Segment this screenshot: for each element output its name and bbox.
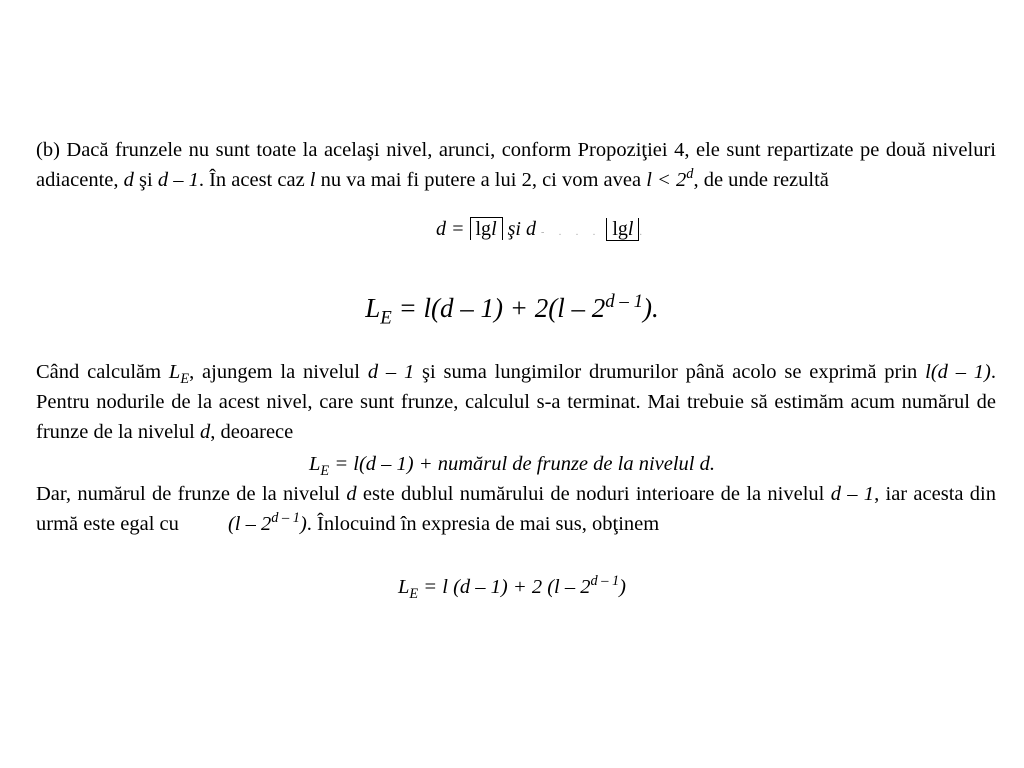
var-L: L (365, 293, 381, 323)
subscript-E: E (409, 586, 419, 603)
expr-l-d-minus-1: l(d – 1) (925, 361, 991, 383)
var-d: d (123, 169, 134, 191)
var-d-minus-1: d – 1 (367, 361, 415, 383)
var-d-minus-1: d – 1 (830, 483, 875, 505)
text: nu va mai fi putere a lui 2, ci vom avea (315, 169, 647, 191)
text: şi (133, 169, 158, 191)
ceil-bracket (470, 217, 503, 240)
subscript-E: E (320, 463, 330, 480)
text: şi suma lungimilor drumurilor până acolo se exprimă prin (414, 361, 926, 383)
equation-3 (0, 572, 1024, 602)
exponent-d: d (686, 166, 694, 183)
exponent: d – 1 (605, 291, 644, 312)
var-d: d (346, 483, 357, 505)
var-l: l (491, 218, 497, 240)
equation-rhs: = l(d – 1) + numărul de frunze de la nivelul d. (329, 453, 715, 475)
var-d-minus-1: d – 1 (157, 169, 199, 191)
text: , ajungem la nivelul (189, 361, 368, 383)
equation-end: ) (619, 576, 626, 598)
var-L: L (168, 361, 181, 383)
inequality: l < 2 (646, 169, 687, 191)
faint-dots: - . . . (540, 227, 602, 238)
text: . Pentru nodurile de la acest nivel, care sunt frunze, calculul s-a terminat. Mai trebuie să estimăm acum numărul de frunze de la nivelul (36, 361, 996, 443)
paragraph-leaves (36, 479, 996, 539)
paragraph-intro (36, 135, 996, 195)
faint-dot: . (639, 227, 648, 238)
var-L: L (309, 453, 321, 475)
var-L: L (398, 576, 410, 598)
paragraph-compute (36, 357, 996, 447)
formula-lhs: d = (436, 218, 465, 240)
equation-end: ). (643, 293, 659, 323)
equation-rhs: = l (d – 1) + 2 (l – 2 (418, 576, 591, 598)
main-equation (0, 290, 1024, 329)
expr: (l – 2 (227, 513, 272, 535)
equation-2 (0, 449, 1024, 479)
text: . Înlocuind în expresia de mai sus, obţinem (306, 513, 660, 535)
exponent: d – 1 (271, 510, 300, 527)
var-l: l (627, 218, 634, 240)
formula-mid: şi d (507, 218, 536, 240)
text: Dar, numărul de frunze de la nivelul (36, 483, 347, 505)
text: Când calculăm (36, 361, 169, 383)
var-l: l (309, 169, 316, 191)
text: este dublul numărului de noduri interioare de la nivelul (356, 483, 831, 505)
text: , deoarece (210, 421, 294, 443)
lg-text: lg (612, 218, 628, 240)
expr-end: ) (299, 513, 307, 535)
subscript-E: E (380, 307, 392, 329)
equation-rhs: = l(d – 1) + 2(l – 2 (391, 293, 606, 323)
text: , iar acesta din urmă este egal cu (36, 483, 997, 535)
text: , de unde rezultă (693, 169, 829, 191)
text: . În acest caz (198, 169, 310, 191)
subscript-E: E (180, 371, 190, 388)
lg-text: lg (475, 218, 492, 240)
text: (b) Dacă frunzele nu sunt toate la acelaşi nivel, arunci, conform Propoziţiei 4, ele sunt repartizate pe două niveluri adiacente, (36, 139, 996, 191)
floor-bracket (606, 218, 639, 241)
ceil-floor-formula (436, 215, 648, 247)
var-d: d (199, 421, 211, 443)
exponent: d – 1 (590, 573, 620, 590)
